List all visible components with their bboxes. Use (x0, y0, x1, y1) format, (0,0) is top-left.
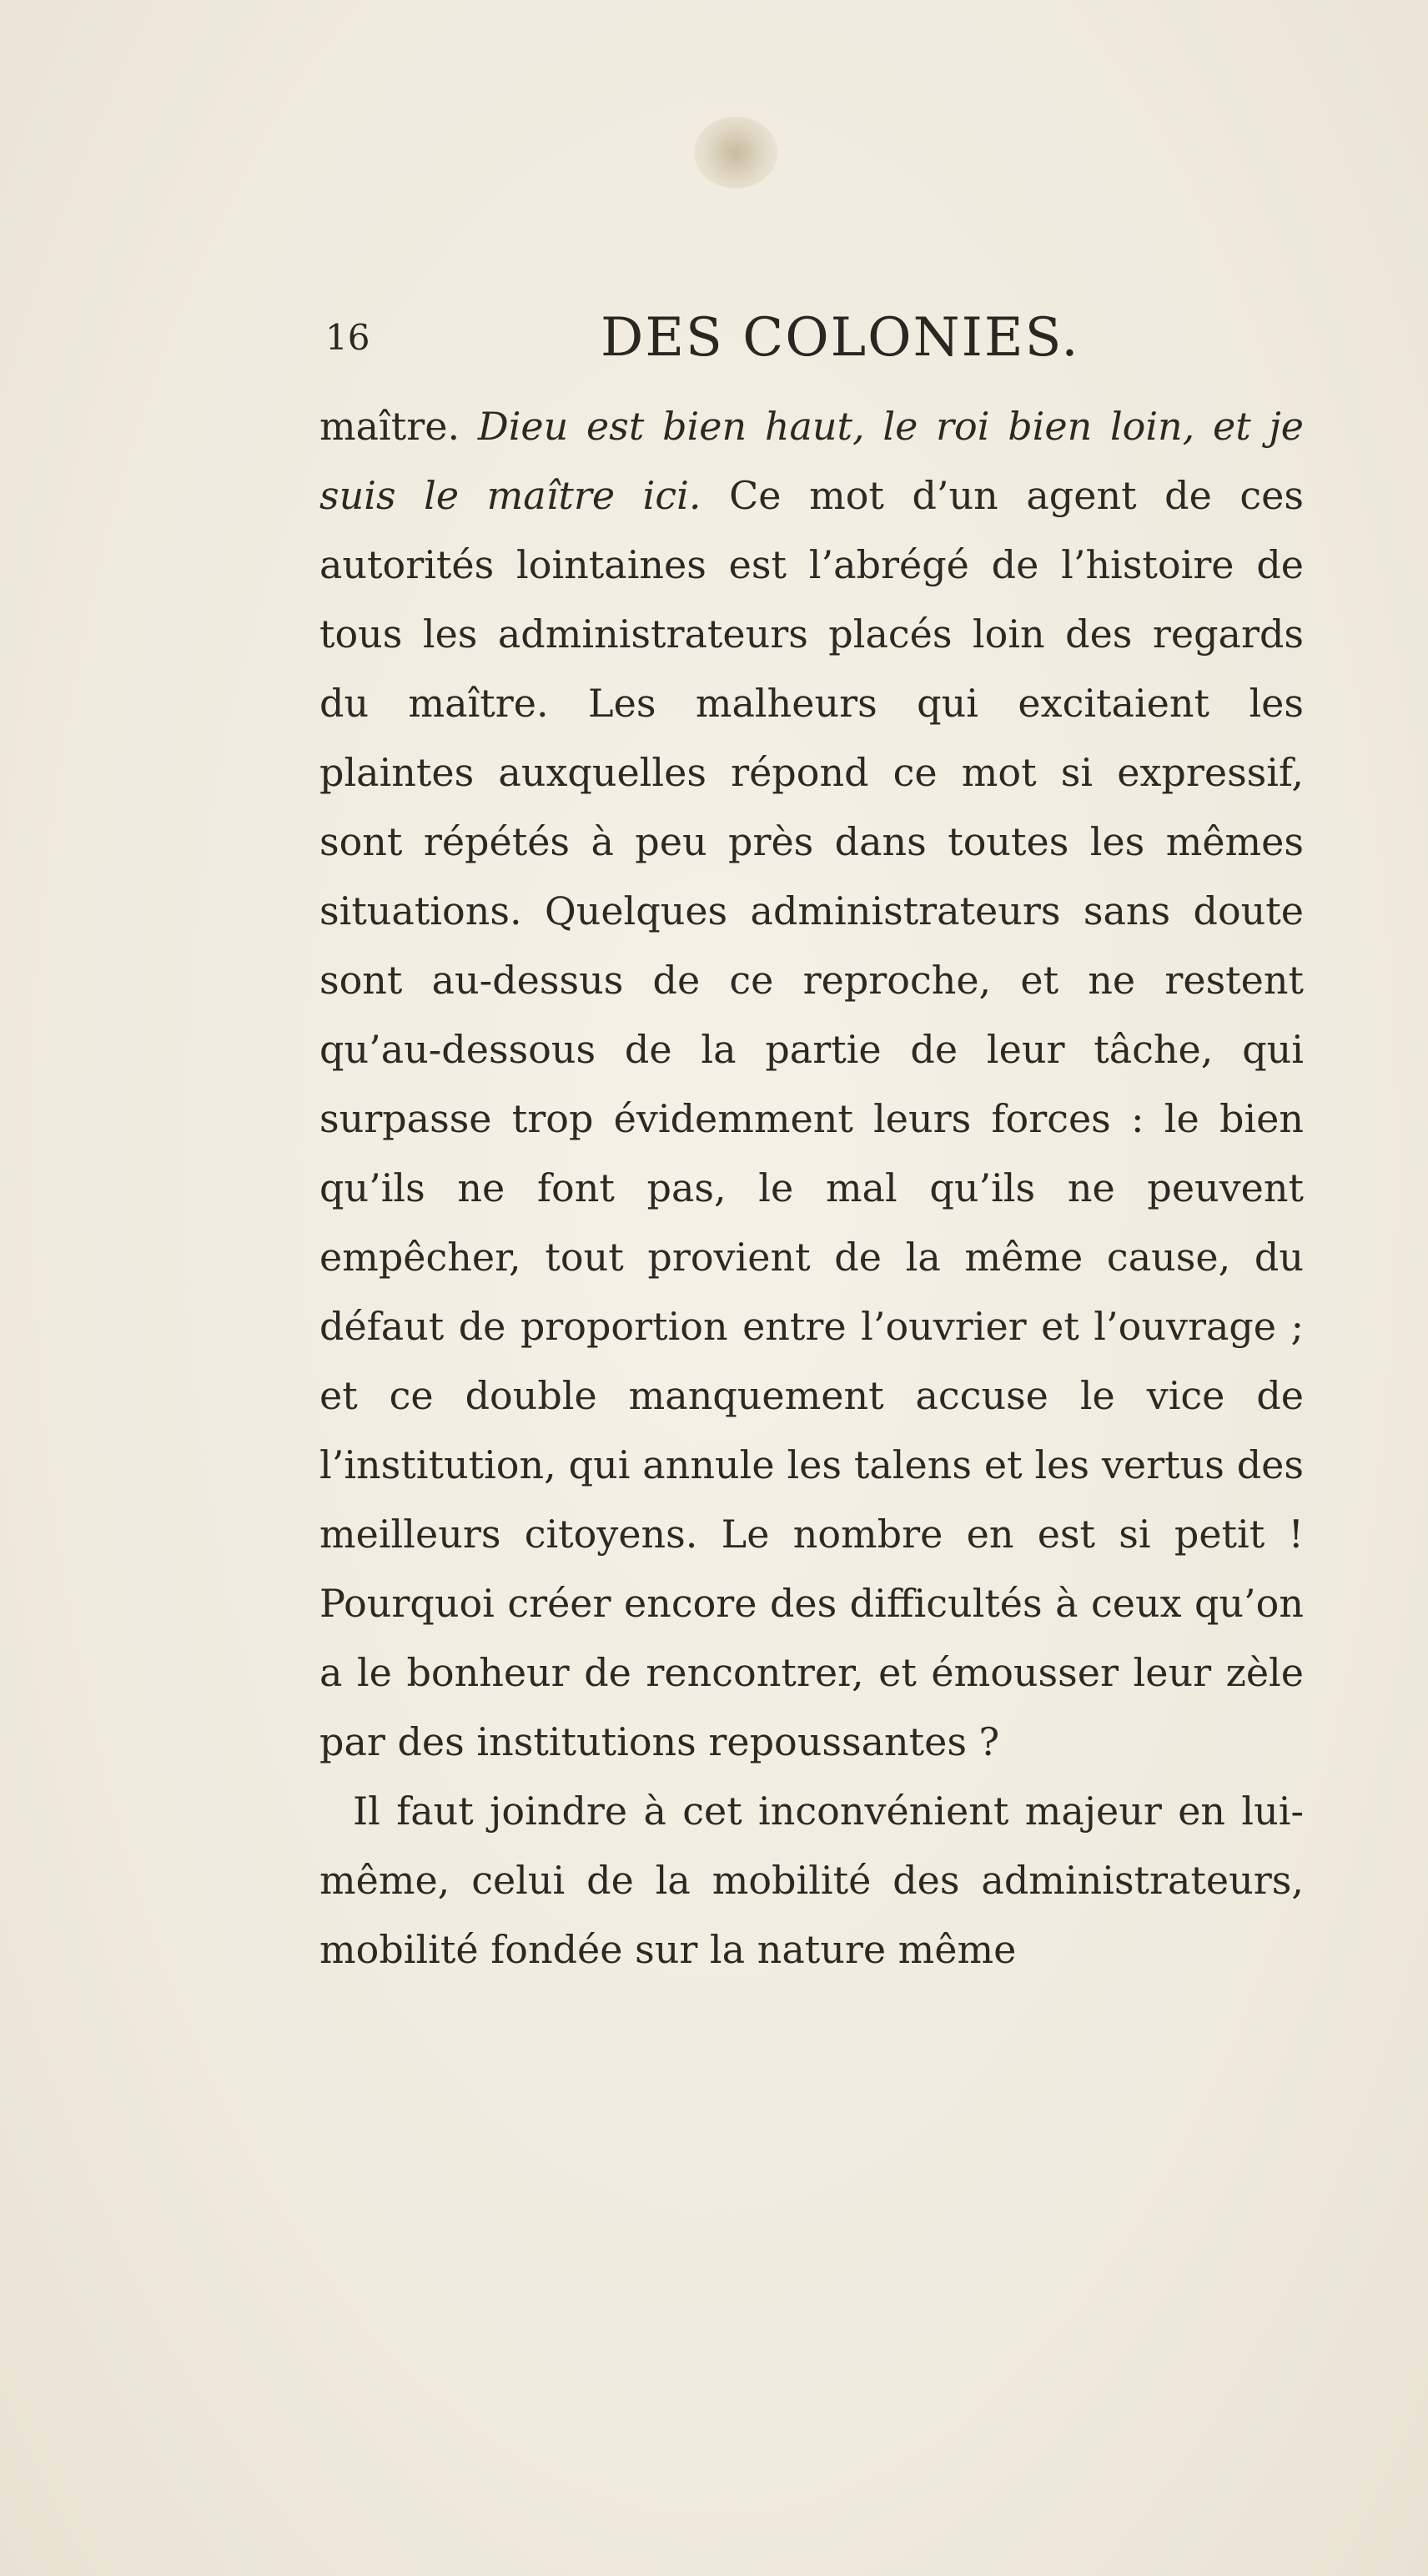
paper-stain (694, 117, 777, 189)
running-header (325, 300, 1285, 375)
body-text (319, 392, 1304, 1972)
paragraph-1 (319, 392, 1304, 1777)
running-title: DES COLONIES. (601, 307, 1080, 369)
paragraph-2: Il faut joindre à cet inconvénient majeur en lui-même, celui de la mobilité des administrateurs, mobilité fondée sur la nature même (319, 1789, 1304, 1972)
italic-quote: Dieu est bien haut, le roi bien loin, et je suis le maître ici. (319, 404, 1304, 518)
page-number: 16 (325, 317, 370, 358)
paragraph-1-start: maître. (319, 404, 478, 449)
paragraph-1-rest: Ce mot d’un agent de ces autorités lointaines est l’abrégé de l’histoire de tous les administrateurs placés loin des regards du maître. Les malheurs qui excitaient les plaintes auxquelles répond ce mot si expressif, sont répétés à peu près dans toutes les mêmes situations. Quelques administrateurs sans doute sont au-dessus de ce reproche, et ne restent qu’au-dessous de la partie de leur tâche, qui surpasse trop évidemment leurs forces : le bien qu’ils ne font pas, le mal qu’ils ne peuvent empêcher, tout provient de la même cause, du défaut de proportion entre l’ouvrier et l’ouvrage ; et ce double manquement accuse le vice de l’institution, qui annule les talens et les vertus des meilleurs citoyens. Le nombre en est si petit ! Pourquoi créer encore des difficultés à ceux qu’on a le bonheur de rencontrer, et émousser leur zèle par des institutions repoussantes ? (319, 473, 1304, 1764)
